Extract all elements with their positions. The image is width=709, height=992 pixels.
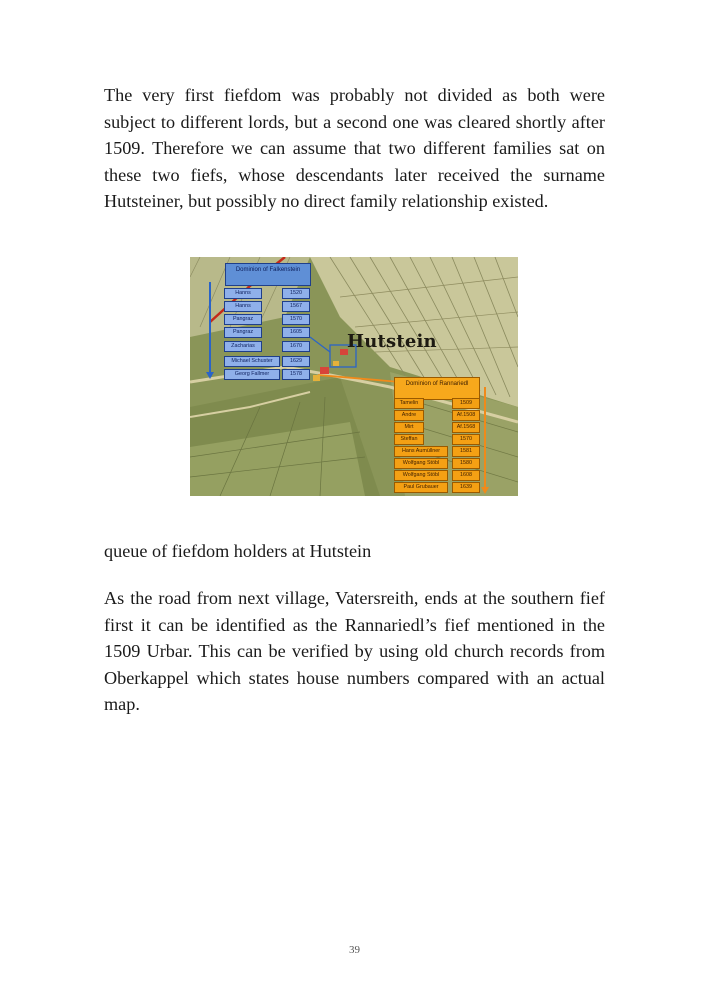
falkenstein-year-2: 1567 bbox=[282, 301, 310, 312]
rannariedl-name-7: Wolfgang Stöbl bbox=[394, 470, 448, 481]
falkenstein-name-1: Hanns bbox=[224, 288, 262, 299]
rannariedl-name-4: Steffan bbox=[394, 434, 424, 445]
rannariedl-year-5: 1581 bbox=[452, 446, 480, 457]
falkenstein-name-3: Pangraz bbox=[224, 314, 262, 325]
falkenstein-name-6: Michael Schuster bbox=[224, 356, 280, 367]
falkenstein-name-5: Zacharias bbox=[224, 341, 262, 352]
rannariedl-year-4: 1570 bbox=[452, 434, 480, 445]
falkenstein-name-2: Hanns bbox=[224, 301, 262, 312]
falkenstein-year-5: 1670 bbox=[282, 341, 310, 352]
falkenstein-name-7: Georg Fallmer bbox=[224, 369, 280, 380]
figure-caption: queue of fiefdom holders at Hutstein bbox=[104, 541, 372, 561]
paragraph-intro: The very first fiefdom was probably not divided as both were subject to different lords, but a second one was cleared shortly after 1509. Therefore we can assume that two different families sat on these two fiefs, whose descendants later received the surname Hutsteiner, but possibly no direct family relationship existed. bbox=[104, 85, 605, 212]
rannariedl-name-6: Wolfgang Stöbl bbox=[394, 458, 448, 469]
rannariedl-year-3: Af.1568 bbox=[452, 422, 480, 433]
rannariedl-year-7: 1608 bbox=[452, 470, 480, 481]
rannariedl-name-5: Hans Aumüllner bbox=[394, 446, 448, 457]
rannariedl-name-1: Tamelin bbox=[394, 398, 424, 409]
falkenstein-year-6: 1629 bbox=[282, 356, 310, 367]
paragraph-road: As the road from next village, Vatersreith, ends at the southern fief first it can be identified as the Rannariedl’s fief mentioned in the 1509 Urbar. This can be verified by using old church records from Oberkappel which states house numbers compared with an actual map. bbox=[104, 588, 605, 715]
rannariedl-year-1: 1509 bbox=[452, 398, 480, 409]
rannariedl-title: Dominion of Rannariedl bbox=[394, 377, 480, 400]
rannariedl-year-8: 1639 bbox=[452, 482, 480, 493]
falkenstein-year-1: 1520 bbox=[282, 288, 310, 299]
rannariedl-year-6: 1580 bbox=[452, 458, 480, 469]
falkenstein-name-4: Pangraz bbox=[224, 327, 262, 338]
falkenstein-year-3: 1570 bbox=[282, 314, 310, 325]
falkenstein-year-4: 1605 bbox=[282, 327, 310, 338]
hutstein-map-figure bbox=[190, 257, 518, 496]
falkenstein-title: Dominion of Falkenstein bbox=[225, 263, 311, 286]
rannariedl-name-8: Paul Grubauer bbox=[394, 482, 448, 493]
rannariedl-name-3: Mirt bbox=[394, 422, 424, 433]
rannariedl-year-2: Af.1508 bbox=[452, 410, 480, 421]
place-label-hutstein: Hutstein bbox=[347, 331, 437, 352]
rannariedl-name-2: Andre bbox=[394, 410, 424, 421]
page-number: 39 bbox=[349, 944, 360, 956]
falkenstein-year-7: 1578 bbox=[282, 369, 310, 380]
